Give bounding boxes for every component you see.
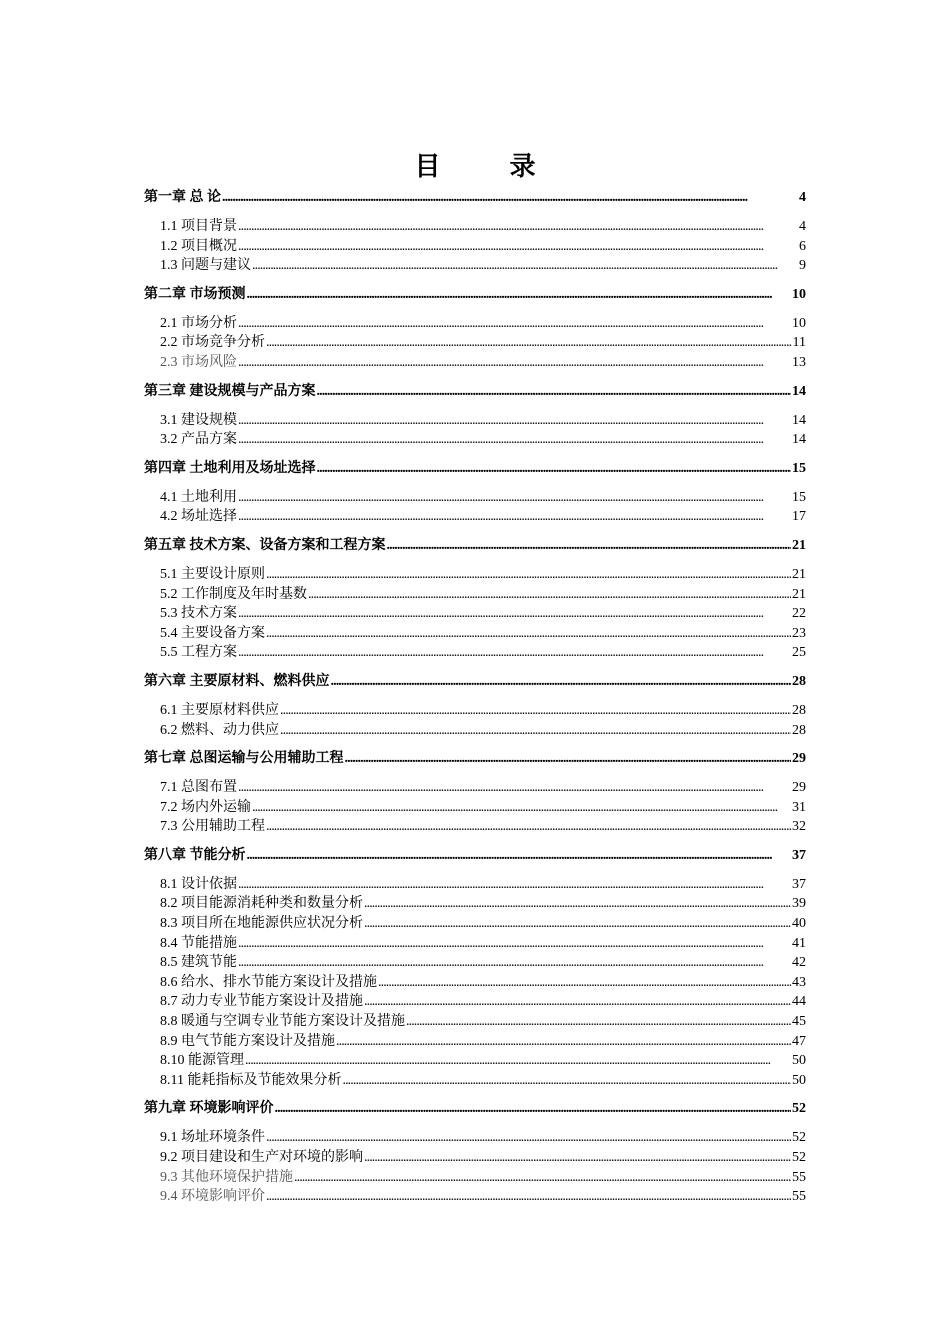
toc-entry-title: 第五章 技术方案、设备方案和工程方案 <box>144 537 386 553</box>
toc-chapter-entry[interactable] <box>144 672 806 692</box>
toc-section-entry[interactable] <box>144 934 806 954</box>
toc-page-number: 37 <box>792 876 806 892</box>
toc-page-number: 22 <box>792 606 806 622</box>
toc-section-entry[interactable] <box>144 778 806 798</box>
toc-section-entry[interactable] <box>144 565 806 585</box>
toc-entry-title: 4.2 场址选择 <box>160 509 237 525</box>
toc-entry-title: 8.6 给水、排水节能方案设计及措施 <box>160 974 377 990</box>
toc-section-entry[interactable] <box>144 798 806 818</box>
toc-entry-title: 第一章 总 论 <box>144 190 221 205</box>
toc-section-entry[interactable] <box>144 430 806 450</box>
toc-entry-title: 8.10 能源管理 <box>160 1053 244 1069</box>
dot-leader <box>245 1051 791 1071</box>
toc-section-entry[interactable] <box>144 314 806 334</box>
toc-entry-title: 3.2 产品方案 <box>160 432 237 448</box>
toc-entry-title: 6.1 主要原材料供应 <box>160 702 279 718</box>
toc-page-number: 28 <box>792 673 806 689</box>
toc-list <box>144 188 806 1207</box>
toc-section-entry[interactable] <box>144 914 806 934</box>
toc-entry-title: 第四章 土地利用及场址选择 <box>144 460 316 476</box>
toc-section-entry[interactable] <box>144 237 806 257</box>
toc-entry-title: 7.2 场内外运输 <box>160 799 251 815</box>
toc-page-number: 21 <box>792 586 806 602</box>
toc-page-number: 28 <box>792 702 806 718</box>
toc-section-entry[interactable] <box>144 1187 806 1207</box>
toc-page-number: 29 <box>792 780 806 796</box>
toc-chapter-entry[interactable] <box>144 536 806 556</box>
dot-leader <box>238 411 791 431</box>
toc-section-entry[interactable] <box>144 353 806 373</box>
dot-leader <box>252 798 791 818</box>
toc-page-number: 6 <box>799 238 806 254</box>
dot-leader <box>238 488 791 508</box>
dot-leader <box>280 721 791 741</box>
dot-leader <box>308 585 791 605</box>
toc-section-entry[interactable] <box>144 624 806 644</box>
dot-leader <box>364 894 791 914</box>
toc-entry-title: 7.1 总图布置 <box>160 780 237 796</box>
dot-leader <box>336 1032 791 1052</box>
toc-entry-title: 9.4 环境影响评价 <box>160 1189 265 1205</box>
toc-entry-title: 1.3 问题与建议 <box>160 258 251 274</box>
dot-leader <box>238 237 798 257</box>
dot-leader <box>247 846 792 866</box>
toc-page-number: 14 <box>792 383 806 399</box>
dot-leader <box>378 973 791 993</box>
dot-leader <box>317 382 792 402</box>
toc-page-number: 55 <box>792 1189 806 1205</box>
dot-leader <box>331 672 792 692</box>
toc-page-number: 15 <box>792 460 806 476</box>
toc-page-number: 55 <box>792 1169 806 1185</box>
toc-page-number: 41 <box>792 935 806 951</box>
toc-chapter-entry[interactable] <box>144 188 806 208</box>
toc-page-number: 39 <box>792 896 806 912</box>
toc-page-number: 4 <box>799 219 806 234</box>
toc-page-number: 47 <box>792 1033 806 1049</box>
toc-page-number: 50 <box>792 1072 806 1088</box>
dot-leader <box>387 536 792 556</box>
toc-entry-title: 1.2 项目概况 <box>160 238 237 254</box>
toc-entry-title: 6.2 燃料、动力供应 <box>160 722 279 738</box>
toc-page-number: 25 <box>792 645 806 661</box>
toc-section-entry[interactable] <box>144 894 806 914</box>
toc-chapter-entry[interactable] <box>144 382 806 402</box>
dot-leader <box>266 624 791 644</box>
dot-leader <box>280 701 791 721</box>
toc-entry-title: 2.1 市场分析 <box>160 315 237 331</box>
toc-section-entry[interactable] <box>144 721 806 741</box>
toc-entry-title: 3.1 建设规模 <box>160 412 237 428</box>
toc-page-number: 37 <box>792 847 806 863</box>
toc-page-number: 9 <box>799 258 806 274</box>
dot-leader <box>238 643 791 663</box>
dot-leader <box>238 934 791 954</box>
dot-leader <box>317 459 792 479</box>
toc-entry-title: 第六章 主要原材料、燃料供应 <box>144 673 330 689</box>
toc-page-number: 32 <box>792 819 806 835</box>
toc-page-number: 17 <box>792 509 806 525</box>
dot-leader <box>345 749 792 769</box>
toc-page-number: 10 <box>792 286 806 302</box>
toc-page-number: 42 <box>792 955 806 971</box>
toc-entry-title: 第七章 总图运输与公用辅助工程 <box>144 751 344 767</box>
toc-page-number: 45 <box>792 1014 806 1030</box>
dot-leader <box>266 817 791 837</box>
toc-entry-title: 5.4 主要设备方案 <box>160 625 265 641</box>
dot-leader <box>266 565 791 585</box>
dot-leader <box>238 953 791 973</box>
toc-entry-title: 7.3 公用辅助工程 <box>160 819 265 835</box>
dot-leader <box>222 188 798 208</box>
dot-leader <box>238 353 791 373</box>
dot-leader <box>247 285 792 305</box>
dot-leader <box>238 875 791 895</box>
toc-entry-title: 4.1 土地利用 <box>160 489 237 505</box>
dot-leader <box>266 1187 791 1207</box>
toc-entry-title: 9.1 场址环境条件 <box>160 1130 265 1146</box>
toc-entry-title: 8.3 项目所在地能源供应状况分析 <box>160 916 363 932</box>
toc-entry-title: 8.1 设计依据 <box>160 876 237 892</box>
toc-entry-title: 5.3 技术方案 <box>160 606 237 622</box>
toc-section-entry[interactable] <box>144 256 806 276</box>
toc-section-entry[interactable] <box>144 604 806 624</box>
toc-page-number: 13 <box>792 354 806 370</box>
toc-section-entry[interactable] <box>144 1012 806 1032</box>
toc-chapter-entry[interactable] <box>144 1099 806 1119</box>
toc-section-entry[interactable] <box>144 701 806 721</box>
toc-section-entry[interactable] <box>144 507 806 527</box>
dot-leader <box>342 1071 791 1091</box>
toc-section-entry[interactable] <box>144 333 806 353</box>
toc-section-entry[interactable] <box>144 585 806 605</box>
toc-chapter-entry[interactable] <box>144 285 806 305</box>
toc-section-entry[interactable] <box>144 1168 806 1188</box>
toc-chapter-entry[interactable] <box>144 846 806 866</box>
toc-page-number: 29 <box>792 751 806 767</box>
toc-section-entry[interactable] <box>144 1051 806 1071</box>
toc-entry-title: 2.2 市场竞争分析 <box>160 335 265 351</box>
toc-section-entry[interactable] <box>144 817 806 837</box>
dot-leader <box>238 604 791 624</box>
toc-entry-title: 2.3 市场风险 <box>160 354 237 370</box>
toc-chapter-entry[interactable] <box>144 749 806 769</box>
toc-entry-title: 1.1 项目背景 <box>160 219 237 234</box>
toc-page-number: 50 <box>792 1053 806 1069</box>
toc-entry-title: 第二章 市场预测 <box>144 286 246 302</box>
dot-leader <box>275 1099 792 1119</box>
toc-entry-title: 8.4 节能措施 <box>160 935 237 951</box>
toc-section-entry[interactable] <box>144 953 806 973</box>
toc-page-number: 40 <box>792 916 806 932</box>
toc-page-number: 11 <box>792 335 806 351</box>
toc-page-number: 21 <box>792 537 806 553</box>
dot-leader <box>364 914 791 934</box>
toc-entry-title: 8.7 动力专业节能方案设计及措施 <box>160 994 363 1010</box>
toc-section-entry[interactable] <box>144 1128 806 1148</box>
toc-page-number: 4 <box>799 190 806 205</box>
dot-leader <box>238 430 791 450</box>
toc-section-entry[interactable] <box>144 488 806 508</box>
toc-page-number: 43 <box>792 974 806 990</box>
toc-section-entry[interactable] <box>144 992 806 1012</box>
toc-page-number: 10 <box>792 315 806 331</box>
dot-leader <box>238 217 798 237</box>
toc-section-entry[interactable] <box>144 411 806 431</box>
toc-entry-title: 5.2 工作制度及年时基数 <box>160 586 307 602</box>
toc-section-entry[interactable] <box>144 643 806 663</box>
dot-leader <box>238 314 791 334</box>
toc-section-entry[interactable] <box>144 1032 806 1052</box>
toc-section-entry[interactable] <box>144 1071 806 1091</box>
toc-entry-title: 第九章 环境影响评价 <box>144 1101 274 1117</box>
toc-page-number: 23 <box>792 625 806 641</box>
toc-section-entry[interactable] <box>144 217 806 237</box>
toc-section-entry[interactable] <box>144 1148 806 1168</box>
toc-page-number: 15 <box>792 489 806 505</box>
dot-leader <box>294 1168 791 1188</box>
toc-entry-title: 5.5 工程方案 <box>160 645 237 661</box>
toc-entry-title: 9.3 其他环境保护措施 <box>160 1169 293 1185</box>
toc-entry-title: 9.2 项目建设和生产对环境的影响 <box>160 1150 363 1165</box>
toc-chapter-entry[interactable] <box>144 459 806 479</box>
toc-page-number: 31 <box>792 799 806 815</box>
toc-entry-title: 8.8 暖通与空调专业节能方案设计及措施 <box>160 1014 405 1030</box>
toc-page-number: 14 <box>792 432 806 448</box>
dot-leader <box>266 333 792 353</box>
toc-page-number: 28 <box>792 722 806 738</box>
dot-leader <box>406 1012 791 1032</box>
toc-page-number: 44 <box>792 994 806 1010</box>
toc-entry-title: 8.9 电气节能方案设计及措施 <box>160 1033 335 1049</box>
toc-section-entry[interactable] <box>144 875 806 895</box>
toc-entry-title: 第三章 建设规模与产品方案 <box>144 383 316 399</box>
toc-page-number: 52 <box>792 1150 806 1165</box>
toc-entry-title: 8.5 建筑节能 <box>160 955 237 971</box>
dot-leader <box>266 1128 791 1148</box>
toc-page-number: 52 <box>792 1130 806 1146</box>
dot-leader <box>252 256 798 276</box>
toc-title: 目 录 <box>414 152 566 182</box>
dot-leader <box>364 992 791 1012</box>
toc-entry-title: 5.1 主要设计原则 <box>160 566 265 582</box>
toc-section-entry[interactable] <box>144 973 806 993</box>
toc-entry-title: 第八章 节能分析 <box>144 847 246 863</box>
toc-entry-title: 8.2 项目能源消耗种类和数量分析 <box>160 896 363 912</box>
toc-entry-title: 8.11 能耗指标及节能效果分析 <box>160 1072 342 1088</box>
toc-page-number: 52 <box>792 1101 806 1117</box>
dot-leader <box>238 507 791 527</box>
dot-leader <box>364 1148 791 1168</box>
toc-page-number: 21 <box>792 566 806 582</box>
toc-page-number: 14 <box>792 412 806 428</box>
dot-leader <box>238 778 791 798</box>
